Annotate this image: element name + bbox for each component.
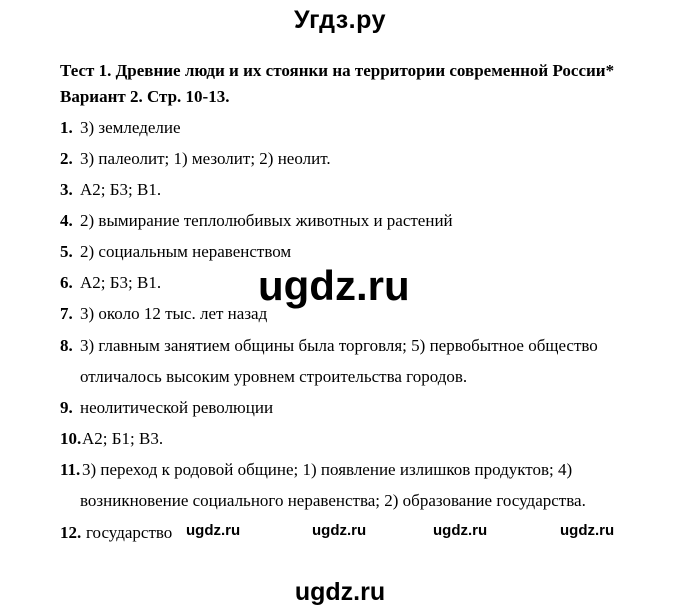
answer-item: [60, 273, 161, 293]
answer-text: 3) переход к родовой общине; 1) появление излишков продуктов; 4): [82, 460, 573, 479]
answer-number: 6.: [60, 273, 73, 292]
answer-text: 3) главным занятием общины была торговля; 5) первобытное общество: [80, 336, 598, 355]
answer-text: неолитической революции: [80, 398, 274, 417]
answer-number: 7.: [60, 304, 73, 323]
answer-item: [60, 429, 163, 449]
answer-text: государство: [86, 523, 173, 542]
answer-text: А2; Б3; В1.: [80, 273, 162, 292]
answer-text: 2) вымирание теплолюбивых животных и растений: [80, 211, 453, 230]
watermark-small: ugdz.ru: [186, 522, 241, 539]
answer-text: 3) палеолит; 1) мезолит; 2) неолит.: [80, 149, 331, 168]
answer-text: 3) около 12 тыс. лет назад: [80, 304, 268, 323]
answer-item: [60, 304, 267, 324]
answer-number: 4.: [60, 211, 73, 230]
answer-text: 3) земледелие: [80, 118, 181, 137]
answer-continuation: отличалось высоким уровнем строительства городов.: [80, 367, 468, 386]
test-title: [60, 58, 660, 110]
answer-item: [60, 118, 181, 138]
site-title: Угдз.ру: [294, 6, 386, 34]
answer-item: [60, 523, 172, 543]
answer-number: 11.: [60, 460, 81, 479]
answer-item: [60, 398, 273, 418]
answer-continuation: возникновение социального неравенства; 2) образование государства.: [80, 491, 586, 510]
answer-number: 5.: [60, 242, 73, 261]
watermark-small: ugdz.ru: [560, 522, 615, 539]
test-title-line-1: Тест 1. Древние люди и их стоянки на территории современной России*: [60, 61, 615, 80]
answer-number: 12.: [60, 523, 82, 542]
watermark-bottom: ugdz.ru: [294, 578, 386, 606]
answer-number: 9.: [60, 398, 73, 417]
watermark-small: ugdz.ru: [433, 522, 488, 539]
answer-item: [60, 460, 572, 480]
answer-number: 10.: [60, 429, 82, 448]
answer-text: А2; Б1; В3.: [82, 429, 164, 448]
watermark-center: ugdz.ru: [258, 262, 410, 309]
watermark-small: ugdz.ru: [312, 522, 367, 539]
answer-item: [60, 336, 598, 356]
answer-item: [60, 149, 331, 169]
answer-number: 2.: [60, 149, 73, 168]
answer-item: [60, 211, 453, 231]
test-title-line-2: Вариант 2. Стр. 10-13.: [60, 87, 230, 106]
answer-number: 8.: [60, 336, 73, 355]
answer-text: А2; Б3; В1.: [80, 180, 162, 199]
answer-text: 2) социальным неравенством: [80, 242, 292, 261]
answer-number: 1.: [60, 118, 73, 137]
answer-item: [60, 242, 291, 262]
answer-number: 3.: [60, 180, 73, 199]
answer-item: [60, 180, 161, 200]
